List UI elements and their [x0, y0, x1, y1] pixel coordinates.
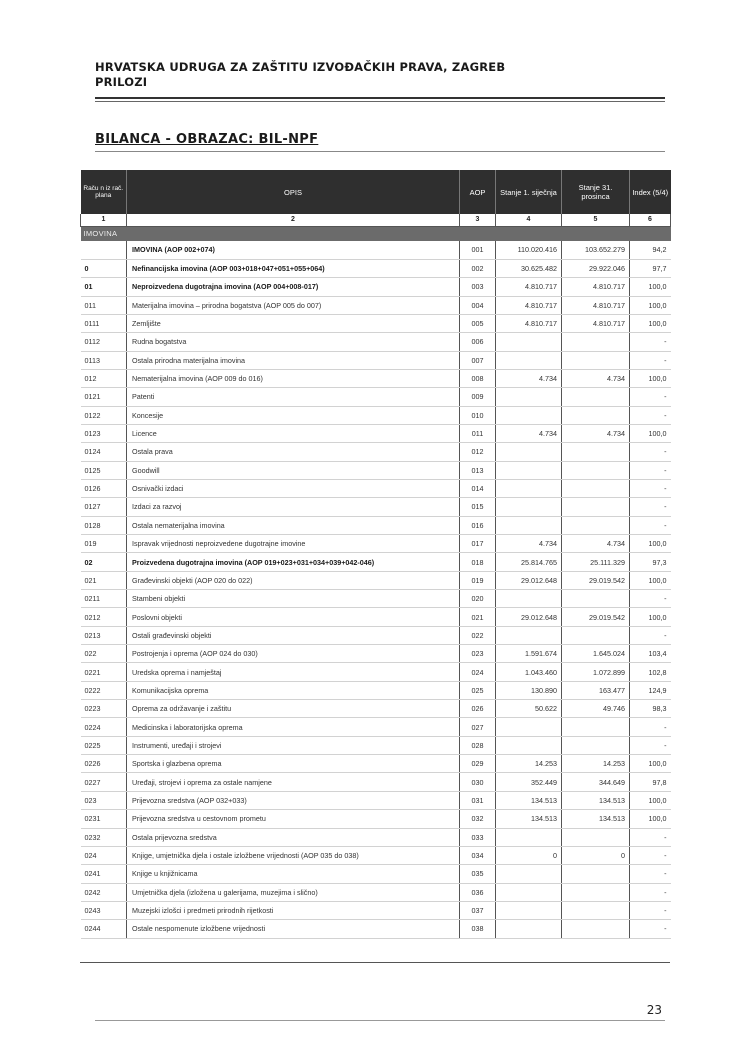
table-row: [81, 241, 671, 259]
aop-cell: 033: [460, 828, 496, 846]
description-cell: Izdaci za razvoj: [127, 498, 460, 516]
aop-cell: 027: [460, 718, 496, 736]
balance-end-cell: [562, 479, 630, 497]
description-cell: Prijevozna sredstva (AOP 032+033): [127, 791, 460, 809]
table-row: [81, 388, 671, 406]
account-code-cell: 0127: [81, 498, 127, 516]
description-cell: Komunikacijska oprema: [127, 681, 460, 699]
balance-start-cell: 30.625.482: [496, 259, 562, 277]
table-row: [81, 846, 671, 864]
aop-cell: 022: [460, 626, 496, 644]
balance-start-cell: 0: [496, 846, 562, 864]
balance-start-cell: 25.814.765: [496, 553, 562, 571]
account-code-cell: 0113: [81, 351, 127, 369]
account-code-cell: 021: [81, 571, 127, 589]
balance-end-cell: [562, 406, 630, 424]
table-row: [81, 663, 671, 681]
balance-end-cell: 49.746: [562, 700, 630, 718]
table-row: [81, 259, 671, 277]
index-cell: 102,8: [630, 663, 671, 681]
balance-end-cell: 1.072.899: [562, 663, 630, 681]
description-cell: Ostali građevinski objekti: [127, 626, 460, 644]
balance-end-cell: [562, 443, 630, 461]
account-code-cell: 024: [81, 846, 127, 864]
balance-end-cell: 1.645.024: [562, 645, 630, 663]
index-cell: -: [630, 516, 671, 534]
description-cell: Postrojenja i oprema (AOP 024 do 030): [127, 645, 460, 663]
aop-cell: 028: [460, 736, 496, 754]
account-code-cell: 011: [81, 296, 127, 314]
aop-cell: 011: [460, 424, 496, 442]
aop-cell: 035: [460, 865, 496, 883]
index-cell: -: [630, 901, 671, 919]
table-row: [81, 755, 671, 773]
description-cell: Osnivački izdaci: [127, 479, 460, 497]
description-cell: Ostale nespomenute izložbene vrijednosti: [127, 920, 460, 938]
index-cell: -: [630, 736, 671, 754]
balance-end-cell: 103.652.279: [562, 241, 630, 259]
aop-cell: 012: [460, 443, 496, 461]
index-cell: -: [630, 865, 671, 883]
index-cell: -: [630, 351, 671, 369]
table-row: [81, 278, 671, 296]
description-cell: Licence: [127, 424, 460, 442]
table-row: [81, 296, 671, 314]
balance-start-cell: [496, 718, 562, 736]
table-row: [81, 828, 671, 846]
account-code-cell: 022: [81, 645, 127, 663]
table-header-row: [81, 170, 671, 214]
column-number-row: [81, 214, 671, 226]
balance-start-cell: 4.810.717: [496, 278, 562, 296]
account-code-cell: 0221: [81, 663, 127, 681]
table-row: [81, 590, 671, 608]
description-cell: Koncesije: [127, 406, 460, 424]
description-cell: Sportska i glazbena oprema: [127, 755, 460, 773]
title-rule: [95, 151, 665, 152]
section-row: [81, 226, 671, 241]
balance-start-cell: [496, 461, 562, 479]
aop-cell: 024: [460, 663, 496, 681]
balance-end-cell: 29.019.542: [562, 608, 630, 626]
aop-cell: 015: [460, 498, 496, 516]
account-code-cell: 0111: [81, 314, 127, 332]
account-code-cell: 0244: [81, 920, 127, 938]
index-cell: -: [630, 461, 671, 479]
index-cell: 100,0: [630, 369, 671, 387]
table-body: [81, 241, 671, 938]
balance-end-cell: [562, 351, 630, 369]
balance-end-cell: [562, 333, 630, 351]
balance-start-cell: [496, 479, 562, 497]
balance-start-cell: [496, 736, 562, 754]
aop-cell: 030: [460, 773, 496, 791]
balance-end-cell: 344.649: [562, 773, 630, 791]
balance-end-cell: 29.922.046: [562, 259, 630, 277]
index-cell: 97,8: [630, 773, 671, 791]
balance-start-cell: [496, 516, 562, 534]
aop-cell: 031: [460, 791, 496, 809]
index-cell: 100,0: [630, 791, 671, 809]
table-row: [81, 883, 671, 901]
description-cell: Proizvedena dugotrajna imovina (AOP 019+023+031+034+039+042-046): [127, 553, 460, 571]
aop-cell: 010: [460, 406, 496, 424]
index-cell: -: [630, 883, 671, 901]
balance-end-cell: 4.810.717: [562, 296, 630, 314]
balance-start-cell: [496, 351, 562, 369]
description-cell: Uredska oprema i namještaj: [127, 663, 460, 681]
table-row: [81, 351, 671, 369]
balance-end-cell: 29.019.542: [562, 571, 630, 589]
balance-end-cell: 4.734: [562, 535, 630, 553]
account-code-cell: 0126: [81, 479, 127, 497]
balance-start-cell: 110.020.416: [496, 241, 562, 259]
balance-end-cell: [562, 718, 630, 736]
aop-cell: 001: [460, 241, 496, 259]
balance-end-cell: 163.477: [562, 681, 630, 699]
account-code-cell: 0112: [81, 333, 127, 351]
table-row: [81, 718, 671, 736]
balance-end-cell: 4.810.717: [562, 314, 630, 332]
aop-cell: 018: [460, 553, 496, 571]
table-row: [81, 314, 671, 332]
table-row: [81, 608, 671, 626]
description-cell: Nematerijalna imovina (AOP 009 do 016): [127, 369, 460, 387]
section-label: IMOVINA: [81, 226, 671, 241]
balance-end-cell: [562, 626, 630, 644]
aop-cell: 023: [460, 645, 496, 663]
description-cell: Građevinski objekti (AOP 020 do 022): [127, 571, 460, 589]
account-code-cell: 0124: [81, 443, 127, 461]
account-code-cell: 0224: [81, 718, 127, 736]
account-code-cell: 0232: [81, 828, 127, 846]
index-cell: -: [630, 443, 671, 461]
index-cell: 100,0: [630, 755, 671, 773]
balance-start-cell: 130.890: [496, 681, 562, 699]
balance-start-cell: [496, 626, 562, 644]
description-cell: Goodwill: [127, 461, 460, 479]
account-code-cell: 02: [81, 553, 127, 571]
table-row: [81, 626, 671, 644]
footer-rule: [95, 1020, 665, 1021]
balance-start-cell: [496, 901, 562, 919]
balance-start-cell: 14.253: [496, 755, 562, 773]
balance-start-cell: [496, 388, 562, 406]
column-number: 5: [562, 214, 630, 226]
balance-end-cell: [562, 883, 630, 901]
description-cell: Muzejski izlošci i predmeti prirodnih rijetkosti: [127, 901, 460, 919]
table-row: [81, 369, 671, 387]
aop-cell: 006: [460, 333, 496, 351]
index-cell: 100,0: [630, 278, 671, 296]
index-cell: 98,3: [630, 700, 671, 718]
index-cell: -: [630, 920, 671, 938]
account-code-cell: 0227: [81, 773, 127, 791]
index-cell: -: [630, 718, 671, 736]
index-cell: -: [630, 333, 671, 351]
account-code-cell: 0125: [81, 461, 127, 479]
description-cell: IMOVINA (AOP 002+074): [127, 241, 460, 259]
index-cell: 97,3: [630, 553, 671, 571]
balance-start-cell: 4.734: [496, 369, 562, 387]
aop-cell: 021: [460, 608, 496, 626]
aop-cell: 026: [460, 700, 496, 718]
index-cell: -: [630, 406, 671, 424]
table-row: [81, 920, 671, 938]
organization-name: HRVATSKA UDRUGA ZA ZAŠTITU IZVOĐAČKIH PRAVA, ZAGREB: [95, 60, 506, 74]
aop-cell: 014: [460, 479, 496, 497]
aop-cell: 016: [460, 516, 496, 534]
description-cell: Ostala nematerijalna imovina: [127, 516, 460, 534]
table-row: [81, 810, 671, 828]
account-code-cell: 0222: [81, 681, 127, 699]
index-cell: 100,0: [630, 810, 671, 828]
aop-cell: 004: [460, 296, 496, 314]
aop-cell: 034: [460, 846, 496, 864]
table-row: [81, 406, 671, 424]
description-cell: Rudna bogatstva: [127, 333, 460, 351]
account-code-cell: 023: [81, 791, 127, 809]
balance-start-cell: [496, 865, 562, 883]
balance-end-cell: [562, 461, 630, 479]
table-row: [81, 553, 671, 571]
index-cell: 100,0: [630, 571, 671, 589]
page-number: 23: [646, 1003, 662, 1017]
aop-cell: 002: [460, 259, 496, 277]
balance-end-cell: [562, 498, 630, 516]
description-cell: Zemljište: [127, 314, 460, 332]
description-cell: Ostala prirodna materijalna imovina: [127, 351, 460, 369]
column-header-account-code: Raču n iz rač. plana: [81, 170, 127, 214]
column-header-aop: AOP: [460, 170, 496, 214]
account-code-cell: 0122: [81, 406, 127, 424]
table-row: [81, 901, 671, 919]
description-cell: Ostala prijevozna sredstva: [127, 828, 460, 846]
table-bottom-rule: [80, 962, 670, 963]
balance-start-cell: 352.449: [496, 773, 562, 791]
aop-cell: 008: [460, 369, 496, 387]
aop-cell: 005: [460, 314, 496, 332]
index-cell: -: [630, 388, 671, 406]
account-code-cell: 0123: [81, 424, 127, 442]
aop-cell: 036: [460, 883, 496, 901]
index-cell: -: [630, 479, 671, 497]
column-header-balance-end: Stanje 31. prosinca: [562, 170, 630, 214]
column-number: 6: [630, 214, 671, 226]
aop-cell: 007: [460, 351, 496, 369]
account-code-cell: 01: [81, 278, 127, 296]
index-cell: -: [630, 828, 671, 846]
account-code-cell: 0243: [81, 901, 127, 919]
balance-start-cell: 1.043.460: [496, 663, 562, 681]
balance-start-cell: [496, 333, 562, 351]
section-subtitle: PRILOZI: [95, 75, 148, 89]
balance-end-cell: [562, 590, 630, 608]
index-cell: 97,7: [630, 259, 671, 277]
description-cell: Neproizvedena dugotrajna imovina (AOP 004+008-017): [127, 278, 460, 296]
table-row: [81, 645, 671, 663]
balance-end-cell: 134.513: [562, 810, 630, 828]
index-cell: 100,0: [630, 314, 671, 332]
account-code-cell: 0213: [81, 626, 127, 644]
column-number: 4: [496, 214, 562, 226]
description-cell: Umjetnička djela (izložena u galerijama, muzejima i slično): [127, 883, 460, 901]
account-code-cell: 0242: [81, 883, 127, 901]
table-row: [81, 516, 671, 534]
account-code-cell: 0223: [81, 700, 127, 718]
table-row: [81, 461, 671, 479]
column-number: 3: [460, 214, 496, 226]
aop-cell: 017: [460, 535, 496, 553]
index-cell: 100,0: [630, 535, 671, 553]
table-row: [81, 424, 671, 442]
balance-start-cell: [496, 883, 562, 901]
table-row: [81, 700, 671, 718]
balance-end-cell: [562, 901, 630, 919]
account-code-cell: 012: [81, 369, 127, 387]
balance-end-cell: [562, 828, 630, 846]
document-title: BILANCA - OBRAZAC: BIL-NPF: [95, 132, 319, 147]
index-cell: 124,9: [630, 681, 671, 699]
aop-cell: 025: [460, 681, 496, 699]
aop-cell: 019: [460, 571, 496, 589]
account-code-cell: 0121: [81, 388, 127, 406]
index-cell: 100,0: [630, 608, 671, 626]
aop-cell: 003: [460, 278, 496, 296]
balance-start-cell: 4.734: [496, 535, 562, 553]
aop-cell: 032: [460, 810, 496, 828]
description-cell: Knjige, umjetnička djela i ostale izložbene vrijednosti (AOP 035 do 038): [127, 846, 460, 864]
account-code-cell: 0212: [81, 608, 127, 626]
account-code-cell: 0225: [81, 736, 127, 754]
table-row: [81, 443, 671, 461]
table-row: [81, 333, 671, 351]
balance-start-cell: [496, 920, 562, 938]
description-cell: Medicinska i laboratorijska oprema: [127, 718, 460, 736]
index-cell: -: [630, 590, 671, 608]
balance-start-cell: 1.591.674: [496, 645, 562, 663]
balance-start-cell: 4.734: [496, 424, 562, 442]
balance-end-cell: 0: [562, 846, 630, 864]
description-cell: Stambeni objekti: [127, 590, 460, 608]
description-cell: Knjige u knjižnicama: [127, 865, 460, 883]
column-header-description: OPIS: [127, 170, 460, 214]
column-number: 2: [127, 214, 460, 226]
balance-end-cell: 14.253: [562, 755, 630, 773]
balance-start-cell: 134.513: [496, 810, 562, 828]
index-cell: -: [630, 498, 671, 516]
aop-cell: 038: [460, 920, 496, 938]
index-cell: 103,4: [630, 645, 671, 663]
header-rule-thin: [95, 101, 665, 102]
balance-start-cell: 50.622: [496, 700, 562, 718]
description-cell: Prijevozna sredstva u cestovnom prometu: [127, 810, 460, 828]
table-row: [81, 535, 671, 553]
header-rule-thick: [95, 97, 665, 99]
balance-sheet-table: [80, 170, 671, 939]
column-header-balance-start: Stanje 1. siječnja: [496, 170, 562, 214]
description-cell: Materijalna imovina – prirodna bogatstva (AOP 005 do 007): [127, 296, 460, 314]
table-row: [81, 498, 671, 516]
aop-cell: 037: [460, 901, 496, 919]
description-cell: Uređaji, strojevi i oprema za ostale namjene: [127, 773, 460, 791]
index-cell: 100,0: [630, 296, 671, 314]
aop-cell: 013: [460, 461, 496, 479]
index-cell: -: [630, 626, 671, 644]
balance-end-cell: 134.513: [562, 791, 630, 809]
table-row: [81, 865, 671, 883]
description-cell: Oprema za održavanje i zaštitu: [127, 700, 460, 718]
account-code-cell: 0241: [81, 865, 127, 883]
table-row: [81, 791, 671, 809]
balance-end-cell: [562, 516, 630, 534]
balance-start-cell: [496, 406, 562, 424]
balance-end-cell: 4.810.717: [562, 278, 630, 296]
account-code-cell: 0231: [81, 810, 127, 828]
index-cell: -: [630, 846, 671, 864]
description-cell: Instrumenti, uređaji i strojevi: [127, 736, 460, 754]
aop-cell: 009: [460, 388, 496, 406]
column-number: 1: [81, 214, 127, 226]
organization-title: [95, 60, 675, 90]
balance-start-cell: [496, 828, 562, 846]
balance-end-cell: 4.734: [562, 369, 630, 387]
balance-start-cell: 134.513: [496, 791, 562, 809]
account-code-cell: [81, 241, 127, 259]
balance-start-cell: 4.810.717: [496, 314, 562, 332]
table-row: [81, 681, 671, 699]
table-row: [81, 479, 671, 497]
description-cell: Ispravak vrijednosti neproizvedene dugotrajne imovine: [127, 535, 460, 553]
index-cell: 94,2: [630, 241, 671, 259]
column-header-index: Index (5/4): [630, 170, 671, 214]
description-cell: Patenti: [127, 388, 460, 406]
balance-start-cell: [496, 443, 562, 461]
table-row: [81, 773, 671, 791]
account-code-cell: 019: [81, 535, 127, 553]
balance-end-cell: [562, 388, 630, 406]
aop-cell: 020: [460, 590, 496, 608]
balance-start-cell: 29.012.648: [496, 571, 562, 589]
description-cell: Nefinancijska imovina (AOP 003+018+047+051+055+064): [127, 259, 460, 277]
table-row: [81, 736, 671, 754]
description-cell: Poslovni objekti: [127, 608, 460, 626]
balance-end-cell: [562, 736, 630, 754]
balance-end-cell: 4.734: [562, 424, 630, 442]
table-row: [81, 571, 671, 589]
account-code-cell: 0226: [81, 755, 127, 773]
account-code-cell: 0: [81, 259, 127, 277]
aop-cell: 029: [460, 755, 496, 773]
balance-start-cell: 29.012.648: [496, 608, 562, 626]
balance-end-cell: [562, 920, 630, 938]
balance-start-cell: [496, 590, 562, 608]
balance-end-cell: 25.111.329: [562, 553, 630, 571]
account-code-cell: 0211: [81, 590, 127, 608]
index-cell: 100,0: [630, 424, 671, 442]
balance-start-cell: 4.810.717: [496, 296, 562, 314]
account-code-cell: 0128: [81, 516, 127, 534]
description-cell: Ostala prava: [127, 443, 460, 461]
balance-end-cell: [562, 865, 630, 883]
balance-start-cell: [496, 498, 562, 516]
